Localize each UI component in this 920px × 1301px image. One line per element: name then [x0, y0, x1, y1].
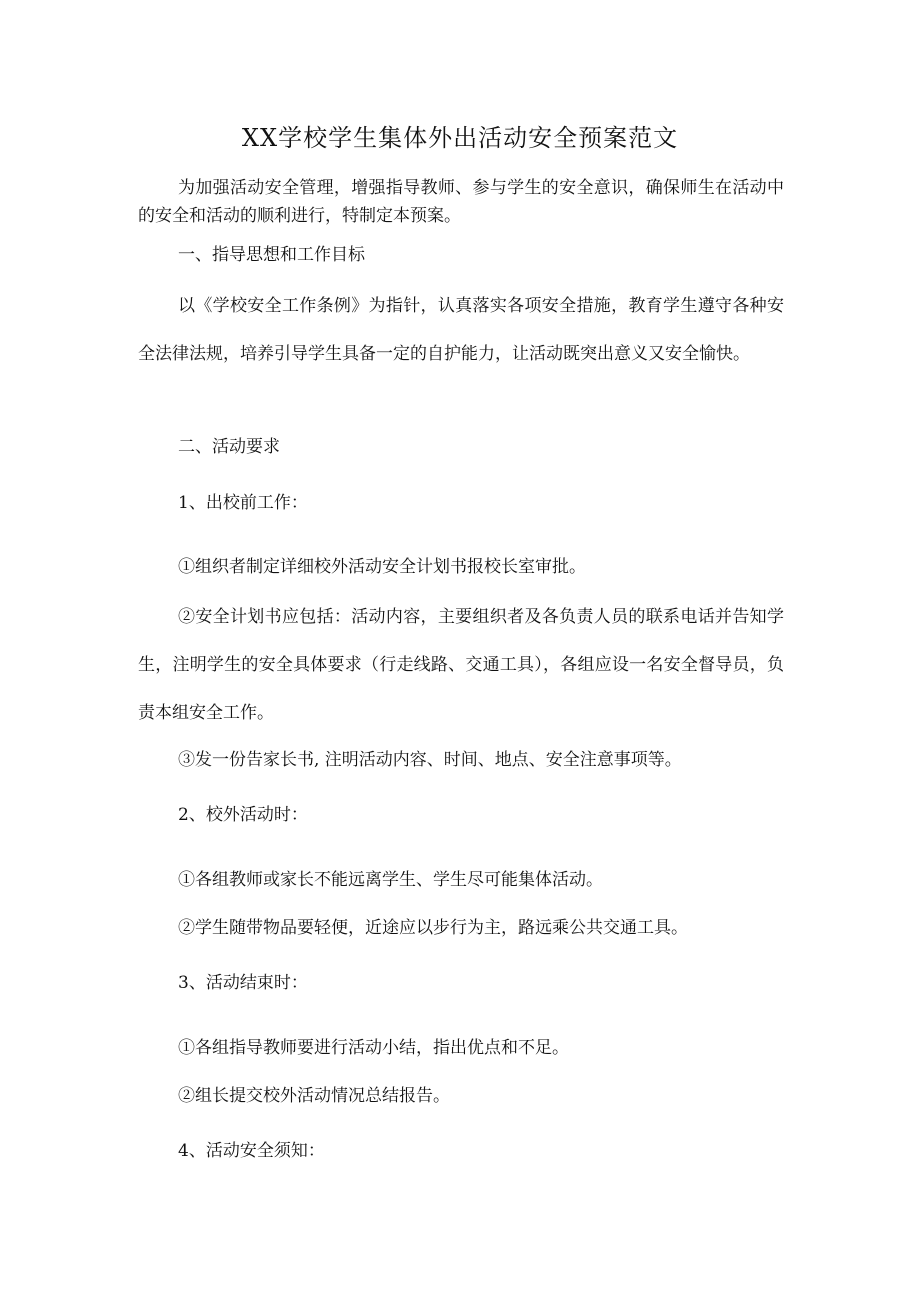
part2-item2: ②学生随带物品要轻便，近途应以步行为主，路远乘公共交通工具。	[178, 918, 688, 938]
part3-item2: ②组长提交校外活动情况总结报告。	[178, 1086, 450, 1106]
part3-heading: 3、活动结束时：	[178, 973, 308, 993]
section1-heading: 一、指导思想和工作目标	[178, 245, 365, 265]
part2-heading: 2、校外活动时：	[178, 805, 308, 825]
part2-item1: ①各组教师或家长不能远离学生、学生尽可能集体活动。	[178, 870, 603, 890]
document-title: XX学校学生集体外出活动安全预案范文	[241, 124, 679, 152]
part1-item2: ②安全计划书应包括：活动内容，主要组织者及各负责人员的联系电话并告知学生，注明学生的安全具体要求（行走线路、交通工具），各组应设一名安全督导员，负责本组安全工作。	[138, 607, 784, 723]
part1-item3: ③发一份告家长书, 注明活动内容、时间、地点、安全注意事项等。	[178, 750, 682, 770]
part1-item1: ①组织者制定详细校外活动安全计划书报校长室审批。	[178, 557, 586, 577]
section2-heading: 二、活动要求	[178, 437, 280, 457]
part1-heading: 1、出校前工作：	[178, 493, 308, 513]
intro-paragraph: 为加强活动安全管理，增强指导教师、参与学生的安全意识，确保师生在活动中的安全和活动的顺利进行，特制定本预案。	[138, 178, 784, 226]
section1-body: 以《学校安全工作条例》为指针，认真落实各项安全措施，教育学生遵守各种安全法律法规，培养引导学生具备一定的自护能力，让活动既突出意义又安全愉快。	[138, 296, 784, 364]
part4-heading: 4、活动安全须知：	[178, 1141, 325, 1161]
part3-item1: ①各组指导教师要进行活动小结，指出优点和不足。	[178, 1038, 569, 1058]
